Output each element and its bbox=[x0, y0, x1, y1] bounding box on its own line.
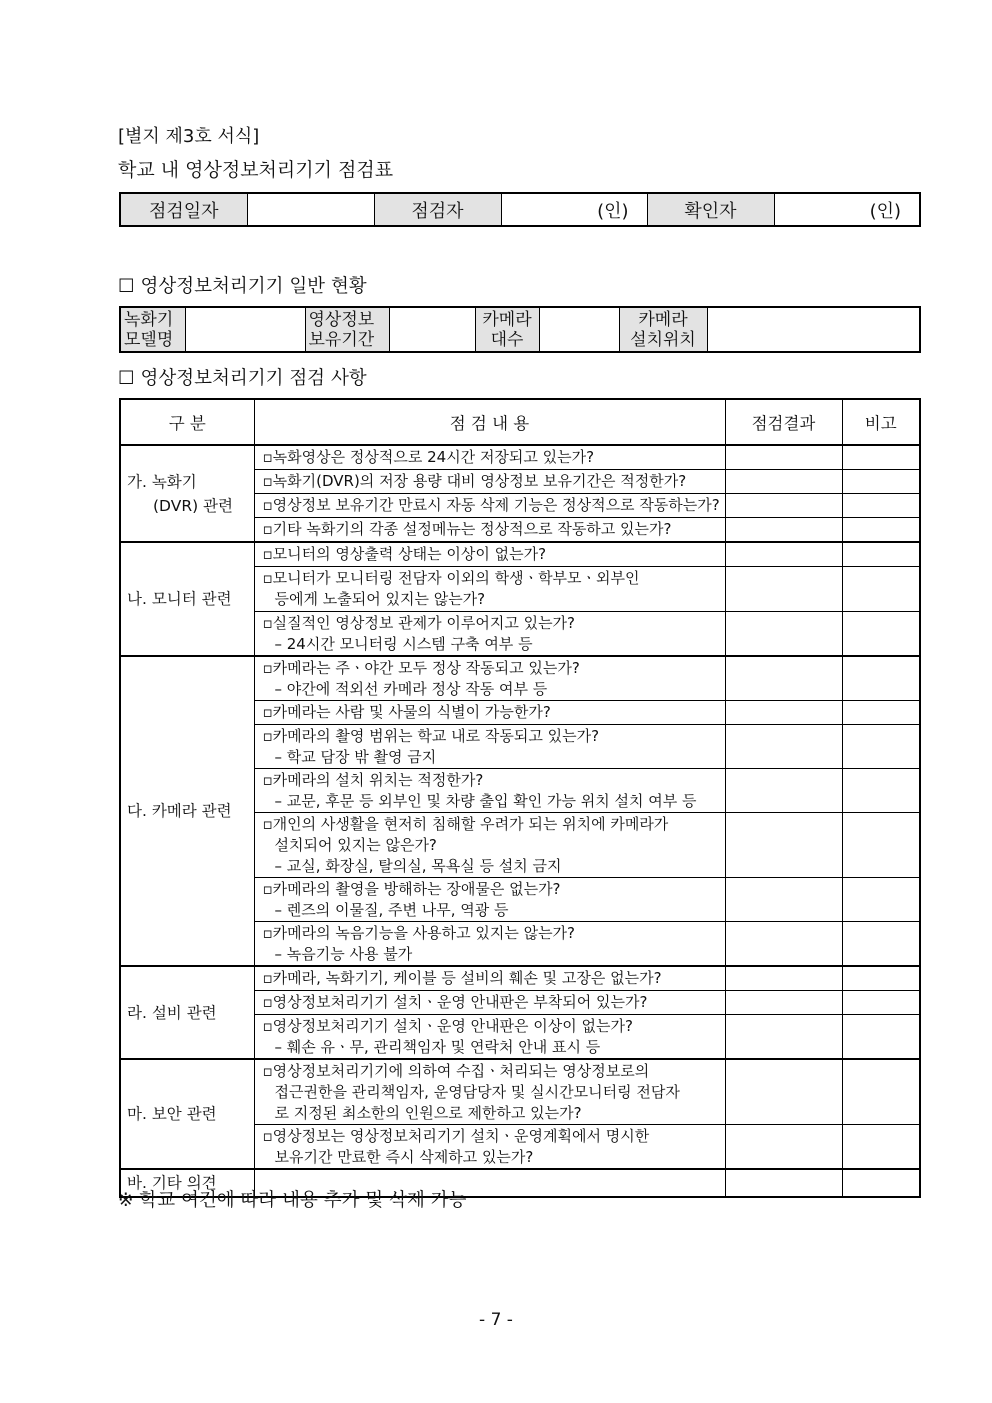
check-item-line: – 렌즈의 이물질, 주변 나무, 역광 등 bbox=[274, 900, 509, 919]
check-item-line: – 24시간 모니터링 시스템 구축 여부 등 bbox=[274, 634, 533, 653]
remarks-cell[interactable] bbox=[842, 966, 920, 991]
category-cell bbox=[120, 542, 254, 656]
check-item bbox=[254, 991, 725, 1015]
category-label: 라. 설비 관련 bbox=[127, 1003, 217, 1022]
result-cell[interactable] bbox=[725, 1125, 842, 1170]
confirmer-seal-field[interactable]: (인) bbox=[774, 193, 920, 226]
result-cell[interactable] bbox=[725, 494, 842, 518]
remarks-cell[interactable] bbox=[842, 518, 920, 543]
check-item bbox=[254, 813, 725, 878]
check-item-line: ▫녹화기(DVR)의 저장 용량 대비 영상정보 보유기간은 적정한가? bbox=[262, 472, 687, 490]
check-item-line: ▫카메라의 촬영 범위는 학교 내로 작동되고 있는가? bbox=[262, 726, 600, 745]
checklist-table bbox=[119, 398, 921, 1198]
header-remarks: 비고 bbox=[842, 399, 920, 445]
inspector-seal-field[interactable]: (인) bbox=[501, 193, 647, 226]
category-label: 나. 모니터 관련 bbox=[127, 590, 232, 608]
check-item bbox=[254, 725, 725, 769]
remarks-cell[interactable] bbox=[842, 612, 920, 657]
category-label: 다. 카메라 관련 bbox=[127, 802, 232, 820]
remarks-cell[interactable] bbox=[842, 725, 920, 769]
remarks-cell[interactable] bbox=[842, 813, 920, 878]
result-cell[interactable] bbox=[725, 656, 842, 701]
check-item-line: 로 지정된 최소한의 인원으로 제한하고 있는가? bbox=[274, 1103, 582, 1122]
category-label: 마. 보안 관련 bbox=[127, 1105, 217, 1123]
check-item-line: ▫영상정보처리기기 설치ㆍ운영 안내판은 이상이 없는가? bbox=[262, 1016, 633, 1035]
result-cell[interactable] bbox=[725, 445, 842, 470]
category-cell bbox=[120, 656, 254, 966]
check-item-line: ▫기타 녹화기의 각종 설정메뉴는 정상적으로 작동하고 있는가? bbox=[262, 520, 672, 538]
check-item bbox=[254, 567, 725, 612]
check-item bbox=[254, 1125, 725, 1170]
result-cell[interactable] bbox=[725, 1169, 842, 1197]
document-title: 학교 내 영상정보처리기기 점검표 bbox=[118, 159, 394, 181]
result-cell[interactable] bbox=[725, 922, 842, 967]
table-row bbox=[120, 966, 920, 991]
check-item bbox=[254, 445, 725, 470]
check-item-line: ▫모니터가 모니터링 전담자 이외의 학생ㆍ학부모ㆍ외부인 bbox=[262, 569, 640, 587]
check-item-line: – 야간에 적외선 카메라 정상 작동 여부 등 bbox=[274, 679, 548, 698]
retention-period-label: 영상정보 보유기간 bbox=[305, 307, 389, 352]
check-item-line: 등에게 노출되어 있지는 않는가? bbox=[274, 590, 486, 608]
check-item-line: ▫개인의 사생활을 현저히 침해할 우려가 되는 위치에 카메라가 bbox=[262, 814, 669, 833]
check-item-line: – 교문, 후문 등 외부인 및 차량 출입 확인 가능 위치 설치 여부 등 bbox=[274, 791, 697, 810]
check-item-line: ▫카메라, 녹화기기, 케이블 등 설비의 훼손 및 고장은 없는가? bbox=[262, 969, 662, 987]
check-item-line: ▫실질적인 영상정보 관제가 이루어지고 있는가? bbox=[262, 613, 576, 632]
check-item-line: ▫카메라의 녹음기능을 사용하고 있지는 않는가? bbox=[262, 923, 576, 942]
confirmer-label: 확인자 bbox=[647, 193, 774, 226]
check-item bbox=[254, 612, 725, 657]
result-cell[interactable] bbox=[725, 701, 842, 725]
result-cell[interactable] bbox=[725, 518, 842, 543]
header-content: 점 검 내 용 bbox=[254, 399, 725, 445]
check-item-line: ▫모니터의 영상출력 상태는 이상이 없는가? bbox=[262, 545, 547, 563]
check-item-line: ▫카메라는 사람 및 사물의 식별이 가능한가? bbox=[262, 703, 551, 721]
remarks-cell[interactable] bbox=[842, 922, 920, 967]
check-item-line: ▫카메라의 촬영을 방해하는 장애물은 없는가? bbox=[262, 879, 561, 898]
category-label: 가. 녹화기 bbox=[127, 472, 197, 491]
category-cell bbox=[120, 445, 254, 542]
remarks-cell[interactable] bbox=[842, 1059, 920, 1125]
check-item bbox=[254, 494, 725, 518]
check-item bbox=[254, 1059, 725, 1125]
section-checklist-title: ☐ 영상정보처리기기 점검 사항 bbox=[118, 368, 367, 389]
check-item-line: – 교실, 화장실, 탈의실, 목욕실 등 설치 금지 bbox=[274, 856, 562, 875]
table-row bbox=[120, 656, 920, 701]
check-item-line: ▫영상정보처리기기에 의하여 수집ㆍ처리되는 영상정보로의 bbox=[262, 1061, 650, 1080]
recorder-model-label: 녹화기 모델명 bbox=[120, 307, 185, 352]
result-cell[interactable] bbox=[725, 567, 842, 612]
category-cell bbox=[120, 1059, 254, 1169]
remarks-cell[interactable] bbox=[842, 701, 920, 725]
remarks-cell[interactable] bbox=[842, 1169, 920, 1197]
recorder-model-field[interactable] bbox=[185, 307, 305, 352]
check-item bbox=[254, 966, 725, 991]
check-item-line: ▫영상정보는 영상정보처리기기 설치ㆍ운영계획에서 명시한 bbox=[262, 1126, 650, 1145]
check-item bbox=[254, 769, 725, 813]
result-cell[interactable] bbox=[725, 470, 842, 494]
remarks-cell[interactable] bbox=[842, 991, 920, 1015]
category-label: 바. 기타 의견 bbox=[127, 1174, 217, 1192]
check-item-line: ▫영상정보 보유기간 만료시 자동 삭제 기능은 정상적으로 작동하는가? bbox=[262, 496, 720, 514]
remarks-cell[interactable] bbox=[842, 494, 920, 518]
retention-period-field[interactable] bbox=[389, 307, 475, 352]
remarks-cell[interactable] bbox=[842, 1125, 920, 1170]
remarks-cell[interactable] bbox=[842, 445, 920, 470]
check-item bbox=[254, 1015, 725, 1060]
check-item-line: 접근권한을 관리책임자, 운영담당자 및 실시간모니터링 전담자 bbox=[274, 1082, 680, 1101]
remarks-cell[interactable] bbox=[842, 878, 920, 922]
camera-location-label: 카메라 설치위치 bbox=[619, 307, 707, 352]
remarks-cell[interactable] bbox=[842, 656, 920, 701]
page-number: - 7 - bbox=[479, 1310, 513, 1330]
check-item-line: – 녹음기능 사용 불가 bbox=[274, 944, 413, 963]
table-row bbox=[120, 445, 920, 470]
check-item bbox=[254, 878, 725, 922]
remarks-cell[interactable] bbox=[842, 470, 920, 494]
result-cell[interactable] bbox=[725, 813, 842, 878]
inspection-date-field[interactable] bbox=[247, 193, 374, 226]
check-item bbox=[254, 922, 725, 967]
remarks-cell[interactable] bbox=[842, 567, 920, 612]
camera-count-field[interactable] bbox=[539, 307, 619, 352]
result-cell[interactable] bbox=[725, 1015, 842, 1060]
check-item bbox=[254, 656, 725, 701]
check-item-line: – 학교 담장 밖 촬영 금지 bbox=[274, 747, 437, 766]
camera-count-label: 카메라 대수 bbox=[475, 307, 539, 352]
section-general-status-title: ☐ 영상정보처리기기 일반 현황 bbox=[118, 276, 367, 297]
check-item-line: – 훼손 유ㆍ무, 관리책임자 및 연락처 안내 표시 등 bbox=[274, 1037, 601, 1056]
remarks-cell[interactable] bbox=[842, 1015, 920, 1060]
form-reference: [별지 제3호 서식] bbox=[118, 126, 260, 147]
check-item-line: 설치되어 있지는 않은가? bbox=[274, 835, 437, 854]
check-item-line: ▫녹화영상은 정상적으로 24시간 저장되고 있는가? bbox=[262, 448, 595, 466]
remarks-cell[interactable] bbox=[842, 769, 920, 813]
result-cell[interactable] bbox=[725, 878, 842, 922]
result-cell[interactable] bbox=[725, 612, 842, 657]
check-item bbox=[254, 542, 725, 567]
table-row bbox=[120, 1059, 920, 1125]
result-cell[interactable] bbox=[725, 542, 842, 567]
general-status-table bbox=[119, 306, 921, 353]
result-cell[interactable] bbox=[725, 991, 842, 1015]
check-item bbox=[254, 518, 725, 543]
check-item-line: 보유기간 만료한 즉시 삭제하고 있는가? bbox=[274, 1147, 534, 1166]
result-cell[interactable] bbox=[725, 725, 842, 769]
inspection-date-label: 점검일자 bbox=[120, 193, 247, 226]
result-cell[interactable] bbox=[725, 966, 842, 991]
remarks-cell[interactable] bbox=[842, 542, 920, 567]
category-label-line2: (DVR) 관련 bbox=[153, 496, 234, 515]
header-category: 구 분 bbox=[120, 399, 254, 445]
check-item bbox=[254, 701, 725, 725]
inspection-header-table bbox=[119, 192, 921, 227]
camera-location-field[interactable] bbox=[707, 307, 920, 352]
result-cell[interactable] bbox=[725, 1059, 842, 1125]
table-row bbox=[120, 542, 920, 567]
result-cell[interactable] bbox=[725, 769, 842, 813]
check-item-line: ▫영상정보처리기기 설치ㆍ운영 안내판은 부착되어 있는가? bbox=[262, 993, 648, 1011]
category-cell bbox=[120, 966, 254, 1059]
header-result: 점검결과 bbox=[725, 399, 842, 445]
check-item bbox=[254, 470, 725, 494]
check-item-line: ▫카메라는 주ㆍ야간 모두 정상 작동되고 있는가? bbox=[262, 658, 580, 677]
footnote: ※ 학교 여건에 따라 내용 추가 및 삭제 가능 bbox=[118, 1190, 467, 1211]
check-item-line: ▫카메라의 설치 위치는 적정한가? bbox=[262, 770, 484, 789]
inspector-label: 점검자 bbox=[374, 193, 501, 226]
